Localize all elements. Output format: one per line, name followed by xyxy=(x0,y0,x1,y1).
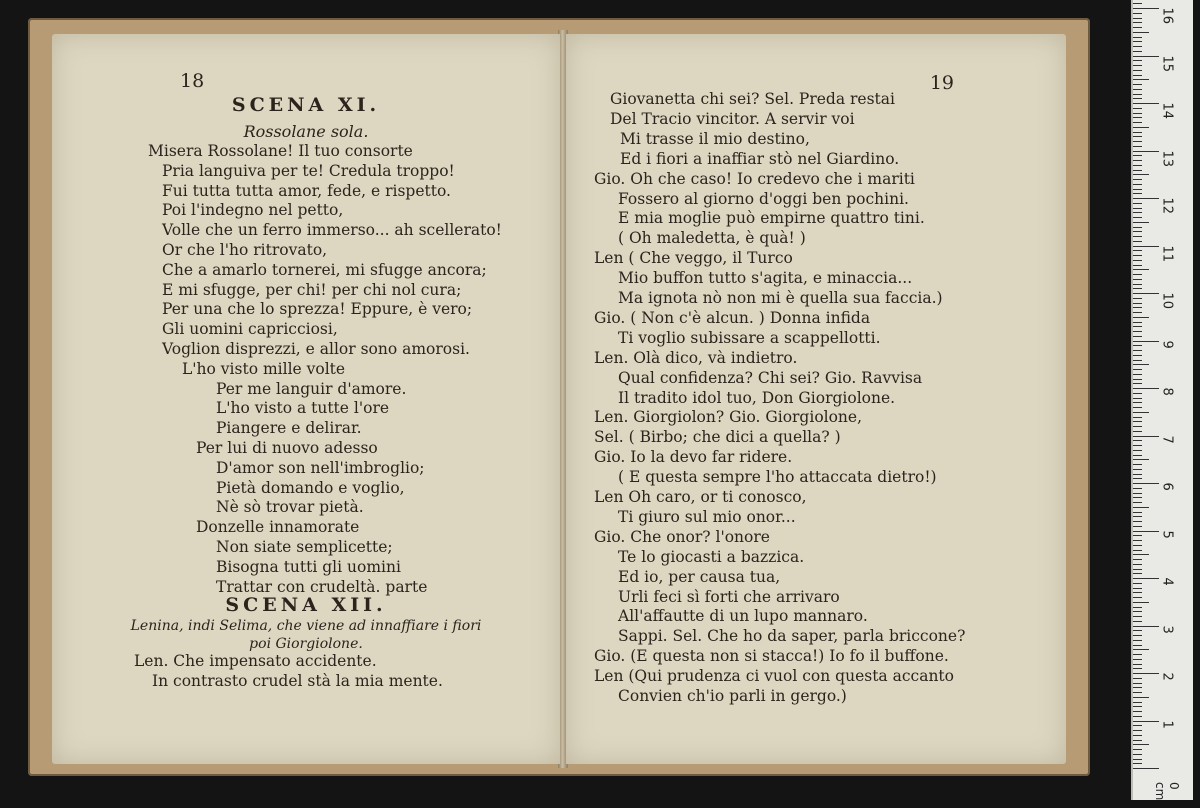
left-page xyxy=(52,34,560,764)
ruler-tick xyxy=(1133,379,1142,380)
ruler-number: 7 xyxy=(1159,435,1175,444)
ruler-number: 11 xyxy=(1159,245,1175,262)
left-text-line-scene-xii-2: In contrasto crudel stà la mia mente. xyxy=(152,672,443,690)
ruler-tick xyxy=(1133,155,1142,156)
ruler-tick xyxy=(1133,697,1149,698)
ruler-tick xyxy=(1133,754,1142,755)
ruler-number: 15 xyxy=(1159,55,1175,72)
ruler-tick xyxy=(1133,488,1142,489)
ruler-tick xyxy=(1133,160,1142,161)
right-text-line-1: Giovanetta chi sei? Sel. Preda restai xyxy=(610,90,895,108)
right-text-line-27: All'affautte di un lupo mannaro. xyxy=(618,607,868,626)
ruler-tick xyxy=(1133,578,1159,579)
ruler-tick xyxy=(1133,345,1142,346)
ruler-tick xyxy=(1133,165,1142,166)
ruler-tick xyxy=(1133,22,1142,23)
ruler-tick xyxy=(1133,360,1142,361)
ruler-tick xyxy=(1133,184,1142,185)
ruler-tick xyxy=(1133,417,1142,418)
ruler-tick xyxy=(1133,46,1142,47)
right-text-line-25: Ed io, per causa tua, xyxy=(618,567,781,586)
ruler-tick xyxy=(1133,730,1142,731)
ruler-tick xyxy=(1133,611,1142,612)
scene-heading-2: SCENA XII. xyxy=(225,594,387,616)
right-text-line-2: Del Tracio vincitor. A servir voi xyxy=(610,109,855,128)
ruler-tick xyxy=(1133,659,1142,660)
right-text-line-14: Len. Olà dico, và indietro. xyxy=(594,348,798,367)
right-text-line-26: Urli feci sì forti che arrivaro xyxy=(618,587,840,606)
right-text-line-17: Len. Giorgiolon? Gio. Giorgiolone, xyxy=(594,408,863,427)
ruler-tick xyxy=(1133,526,1142,527)
left-text-line-5: Volle che un ferro immerso... ah scellerato! xyxy=(162,221,502,240)
ruler-tick xyxy=(1133,3,1142,4)
ruler-tick xyxy=(1133,336,1142,337)
ruler-tick xyxy=(1133,668,1142,669)
ruler-unit-label: 0 cm xyxy=(1153,782,1181,801)
ruler-number: 9 xyxy=(1159,340,1175,349)
ruler-tick xyxy=(1133,18,1142,19)
ruler-tick xyxy=(1133,497,1142,498)
right-page xyxy=(566,34,1066,764)
ruler-tick xyxy=(1133,37,1142,38)
ruler-tick xyxy=(1133,208,1142,209)
right-text-line-30: Len (Qui prudenza ci vuol con questa accanto xyxy=(594,667,954,686)
ruler-tick xyxy=(1133,79,1149,80)
ruler-tick xyxy=(1133,89,1142,90)
right-text-line-5: Gio. Oh che caso! Io credevo che i mariti xyxy=(594,169,915,188)
right-text-line-23: Gio. Che onor? l'onore xyxy=(594,527,770,546)
ruler-tick xyxy=(1133,483,1159,484)
scene-subtitle-2b: poi Giorgiolone. xyxy=(249,636,363,652)
ruler-tick xyxy=(1133,341,1159,342)
ruler-tick xyxy=(1133,450,1142,451)
ruler-tick xyxy=(1133,521,1142,522)
right-text-line-13: Ti voglio subissare a scappellotti. xyxy=(618,328,881,347)
left-page-number: 18 xyxy=(180,70,205,92)
left-text-line-3: Fui tutta tutta amor, fede, e rispetto. xyxy=(162,181,451,200)
ruler-tick xyxy=(1133,768,1159,769)
right-page-number: 19 xyxy=(929,72,954,94)
ruler-tick xyxy=(1133,588,1142,589)
left-text-line-13: Per me languir d'amore. xyxy=(216,379,407,398)
ruler-tick xyxy=(1133,136,1142,137)
ruler-number: 4 xyxy=(1159,577,1175,586)
right-text-line-6: Fossero al giorno d'oggi ben pochini. xyxy=(618,189,909,208)
right-text-line-22: Ti giuro sul mio onor... xyxy=(618,507,796,526)
ruler-tick xyxy=(1133,597,1142,598)
ruler-tick xyxy=(1133,350,1142,351)
ruler-tick xyxy=(1133,649,1149,650)
ruler-tick xyxy=(1133,265,1142,266)
ruler-number: 12 xyxy=(1159,197,1175,215)
left-text-line-23: Trattar con crudeltà. parte xyxy=(216,577,428,596)
left-text-line-6: Or che l'ho ritrovato, xyxy=(162,241,328,259)
left-text-line-10: Gli uomini capricciosi, xyxy=(162,320,338,339)
ruler-tick xyxy=(1133,626,1159,627)
ruler-tick xyxy=(1133,260,1142,261)
ruler-tick xyxy=(1133,293,1159,294)
ruler-number: 16 xyxy=(1159,7,1175,25)
right-text-line-9: Len ( Che veggo, il Turco xyxy=(594,249,793,268)
ruler-tick xyxy=(1133,640,1142,641)
right-text-line-8: ( Oh maledetta, è quà! ) xyxy=(618,229,806,248)
left-text-line-7: Che a amarlo tornerei, mi sfugge ancora; xyxy=(162,260,487,279)
ruler-tick xyxy=(1133,388,1159,389)
ruler-tick xyxy=(1133,113,1142,114)
ruler-tick xyxy=(1133,512,1142,513)
right-text-line-10: Mio buffon tutto s'agita, e minaccia... xyxy=(618,269,913,288)
ruler-tick xyxy=(1133,60,1142,61)
measuring-ruler xyxy=(1131,0,1193,800)
ruler-tick xyxy=(1133,749,1142,750)
ruler-tick xyxy=(1133,288,1142,289)
ruler-tick xyxy=(1133,364,1149,365)
ruler-tick xyxy=(1133,322,1142,323)
left-text-line-2: Pria languiva per te! Credula troppo! xyxy=(162,161,455,180)
ruler-tick xyxy=(1133,227,1142,228)
ruler-tick xyxy=(1133,550,1142,551)
ruler-tick xyxy=(1133,198,1159,199)
right-text-line-7: E mia moglie può empirne quattro tini. xyxy=(618,209,925,228)
right-text-line-4: Ed i fiori a inaffiar stò nel Giardino. xyxy=(620,149,900,168)
ruler-tick xyxy=(1133,13,1142,14)
ruler-tick xyxy=(1133,583,1142,584)
ruler-tick xyxy=(1133,540,1142,541)
ruler-tick xyxy=(1133,65,1142,66)
ruler-tick xyxy=(1133,56,1159,57)
right-text-line-19: Gio. Io la devo far ridere. xyxy=(594,448,793,467)
ruler-tick xyxy=(1133,84,1142,85)
ruler-tick xyxy=(1133,607,1142,608)
scene-subtitle-2a: Lenina, indi Selima, che viene ad innaffiare i fiori xyxy=(130,618,482,634)
left-text-line-1: Misera Rossolane! Il tuo consorte xyxy=(148,142,413,160)
ruler-tick xyxy=(1133,740,1142,741)
ruler-tick xyxy=(1133,41,1142,42)
ruler-number: 2 xyxy=(1159,672,1175,681)
ruler-tick xyxy=(1133,146,1142,147)
ruler-number: 1 xyxy=(1159,720,1175,729)
ruler-tick xyxy=(1133,602,1149,603)
ruler-tick xyxy=(1133,507,1149,508)
ruler-tick xyxy=(1133,683,1142,684)
right-text-line-31: Convien ch'io parli in gergo.) xyxy=(618,687,847,705)
left-text-line-17: D'amor son nell'imbroglio; xyxy=(216,458,425,477)
left-text-line-19: Nè sò trovar pietà. xyxy=(216,498,364,517)
ruler-tick xyxy=(1133,721,1159,722)
ruler-tick xyxy=(1133,706,1142,707)
ruler-tick xyxy=(1133,355,1142,356)
left-text-line-scene-xii-1: Len. Che impensato accidente. xyxy=(134,652,377,670)
ruler-tick xyxy=(1133,374,1142,375)
ruler-tick xyxy=(1133,464,1142,465)
ruler-tick xyxy=(1133,716,1142,717)
ruler-tick xyxy=(1133,664,1142,665)
ruler-tick xyxy=(1133,174,1149,175)
ruler-tick xyxy=(1133,559,1142,560)
ruler-number: 14 xyxy=(1159,102,1175,120)
ruler-number: 13 xyxy=(1159,150,1175,167)
ruler-tick xyxy=(1133,241,1142,242)
ruler-tick xyxy=(1133,122,1142,123)
ruler-number: 6 xyxy=(1159,482,1175,491)
ruler-tick xyxy=(1133,307,1142,308)
ruler-tick xyxy=(1133,431,1142,432)
right-text-line-11: Ma ignota nò non mi è quella sua faccia.) xyxy=(618,289,943,307)
ruler-tick xyxy=(1133,545,1142,546)
ruler-tick xyxy=(1133,573,1142,574)
right-text-line-29: Gio. (E questa non si stacca!) Io fo il buffone. xyxy=(594,647,949,666)
ruler-tick xyxy=(1133,445,1142,446)
ruler-tick xyxy=(1133,692,1142,693)
left-text-line-18: Pietà domando e voglio, xyxy=(216,478,405,497)
ruler-tick xyxy=(1133,303,1142,304)
left-text-line-14: L'ho visto a tutte l'ore xyxy=(216,399,390,418)
ruler-tick xyxy=(1133,412,1149,413)
ruler-tick xyxy=(1133,279,1142,280)
ruler-tick xyxy=(1133,554,1149,555)
ruler-tick xyxy=(1133,141,1142,142)
ruler-tick xyxy=(1133,298,1142,299)
ruler-tick xyxy=(1133,744,1149,745)
left-text-line-12: L'ho visto mille volte xyxy=(182,359,346,378)
ruler-tick xyxy=(1133,711,1142,712)
ruler-tick xyxy=(1133,222,1149,223)
ruler-tick xyxy=(1133,687,1142,688)
ruler-tick xyxy=(1133,455,1142,456)
ruler-tick xyxy=(1133,94,1142,95)
ruler-tick xyxy=(1133,369,1142,370)
left-text-line-15: Piangere e delirar. xyxy=(216,419,362,438)
ruler-tick xyxy=(1133,673,1159,674)
ruler-tick xyxy=(1133,274,1142,275)
ruler-number: 10 xyxy=(1159,292,1175,310)
left-text-line-22: Bisogna tutti gli uomini xyxy=(216,557,401,576)
ruler-tick xyxy=(1133,469,1142,470)
ruler-tick xyxy=(1133,255,1142,256)
ruler-number: 8 xyxy=(1159,387,1175,396)
right-text-line-3: Mi trasse il mio destino, xyxy=(620,129,810,148)
left-text-line-8: E mi sfugge, per chi! per chi nol cura; xyxy=(162,280,462,299)
ruler-tick xyxy=(1133,212,1142,213)
ruler-tick xyxy=(1133,117,1142,118)
ruler-tick xyxy=(1133,393,1142,394)
scene-heading: SCENA XI. xyxy=(231,94,381,116)
left-text-line-11: Voglion disprezzi, e allor sono amorosi. xyxy=(162,340,470,358)
ruler-tick xyxy=(1133,569,1142,570)
ruler-number: 3 xyxy=(1159,625,1175,634)
ruler-tick xyxy=(1133,217,1142,218)
ruler-tick xyxy=(1133,193,1142,194)
right-text-line-15: Qual confidenza? Chi sei? Gio. Ravvisa xyxy=(618,368,923,387)
right-text-line-16: Il tradito idol tuo, Don Giorgiolone. xyxy=(618,388,896,407)
ruler-tick xyxy=(1133,269,1149,270)
ruler-tick xyxy=(1133,645,1142,646)
right-text-line-21: Len Oh caro, or ti conosco, xyxy=(594,488,807,506)
ruler-tick xyxy=(1133,759,1142,760)
left-text-line-20: Donzelle innamorate xyxy=(196,518,360,537)
ruler-tick xyxy=(1133,516,1142,517)
ruler-tick xyxy=(1133,564,1142,565)
ruler-tick xyxy=(1133,459,1149,460)
ruler-tick xyxy=(1133,735,1142,736)
ruler-tick xyxy=(1133,246,1159,247)
ruler-tick xyxy=(1133,250,1142,251)
ruler-tick xyxy=(1133,231,1142,232)
ruler-tick xyxy=(1133,312,1142,313)
ruler-tick xyxy=(1133,440,1142,441)
ruler-tick xyxy=(1133,383,1142,384)
left-text-line-9: Per una che lo sprezza! Eppure, è vero; xyxy=(162,300,473,319)
ruler-tick xyxy=(1133,426,1142,427)
ruler-tick xyxy=(1133,478,1142,479)
left-text-line-16: Per lui di nuovo adesso xyxy=(196,439,378,457)
ruler-tick xyxy=(1133,402,1142,403)
ruler-tick xyxy=(1133,421,1142,422)
ruler-tick xyxy=(1133,75,1142,76)
ruler-tick xyxy=(1133,170,1142,171)
right-text-line-20: ( E questa sempre l'ho attaccata dietro!) xyxy=(618,468,937,487)
ruler-tick xyxy=(1133,70,1142,71)
ruler-tick xyxy=(1133,474,1142,475)
ruler-tick xyxy=(1133,407,1142,408)
ruler-tick xyxy=(1133,108,1142,109)
ruler-tick xyxy=(1133,531,1159,532)
ruler-tick xyxy=(1133,763,1142,764)
ruler-tick xyxy=(1133,621,1142,622)
ruler-tick xyxy=(1133,592,1142,593)
right-text-line-18: Sel. ( Birbo; che dici a quella? ) xyxy=(594,428,841,447)
ruler-tick xyxy=(1133,635,1142,636)
left-text-line-21: Non siate semplicette; xyxy=(216,538,393,556)
scene-subtitle: Rossolane sola. xyxy=(243,122,369,141)
ruler-tick xyxy=(1133,630,1142,631)
ruler-tick xyxy=(1133,502,1142,503)
ruler-tick xyxy=(1133,179,1142,180)
ruler-tick xyxy=(1133,493,1142,494)
ruler-tick xyxy=(1133,331,1142,332)
ruler-tick xyxy=(1133,236,1142,237)
right-text-line-28: Sappi. Sel. Che ho da saper, parla briccone? xyxy=(618,627,966,646)
ruler-tick xyxy=(1133,103,1159,104)
right-text-line-24: Te lo giocasti a bazzica. xyxy=(618,547,805,566)
ruler-number: 5 xyxy=(1159,530,1175,539)
ruler-tick xyxy=(1133,436,1159,437)
ruler-tick xyxy=(1133,98,1142,99)
ruler-tick xyxy=(1133,317,1149,318)
ruler-tick xyxy=(1133,132,1142,133)
ruler-tick xyxy=(1133,398,1142,399)
right-text-line-12: Gio. ( Non c'è alcun. ) Donna infida xyxy=(594,308,871,327)
ruler-tick xyxy=(1133,326,1142,327)
ruler-tick xyxy=(1133,284,1142,285)
ruler-tick xyxy=(1133,151,1159,152)
left-text-line-4: Poi l'indegno nel petto, xyxy=(162,201,344,220)
ruler-tick xyxy=(1133,127,1149,128)
ruler-tick xyxy=(1133,535,1142,536)
ruler-tick xyxy=(1133,8,1159,9)
ruler-tick xyxy=(1133,32,1149,33)
ruler-tick xyxy=(1133,616,1142,617)
ruler-tick xyxy=(1133,189,1142,190)
ruler-tick xyxy=(1133,27,1142,28)
ruler-tick xyxy=(1133,51,1142,52)
ruler-tick xyxy=(1133,654,1142,655)
ruler-tick xyxy=(1133,725,1142,726)
ruler-tick xyxy=(1133,678,1142,679)
ruler-tick xyxy=(1133,203,1142,204)
ruler-tick xyxy=(1133,702,1142,703)
